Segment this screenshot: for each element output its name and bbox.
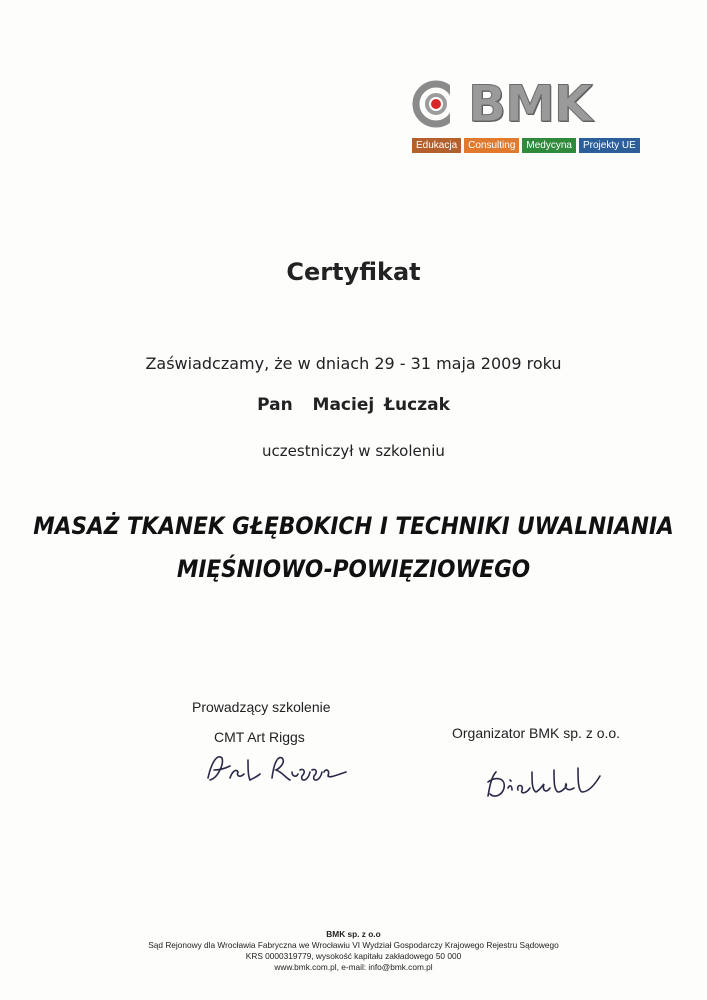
trainer-role-label: Prowadzący szkolenie — [192, 699, 331, 715]
bmk-logo-wordmark: BMK — [468, 75, 592, 133]
company-footer — [0, 929, 707, 973]
organizer-signature — [482, 762, 612, 802]
course-title-line-2: MIĘŚNIOWO-POWIĘZIOWEGO — [176, 555, 531, 583]
footer-contact: www.bmk.com.pl, e-mail: info@bmk.com.pl — [274, 962, 433, 972]
course-title-line-1: MASAŻ TKANEK GŁĘBOKICH I TECHNIKI UWALNIANIA — [33, 512, 674, 540]
organizer-role-label: Organizator BMK sp. z o.o. — [452, 725, 621, 741]
certification-statement: Zaświadczamy, że w dniach 29 - 31 maja 2009 roku — [145, 354, 562, 373]
participation-text: uczestniczył w szkoleniu — [262, 442, 445, 460]
logo-tag-consulting: Consulting — [464, 138, 519, 153]
logo-tag-medicine: Medycyna — [522, 138, 576, 153]
trainer-signature — [200, 748, 350, 788]
certificate-title: Certyfikat — [286, 258, 421, 286]
logo-tag-eu-projects: Projekty UE — [579, 138, 640, 153]
bmk-logo — [412, 74, 634, 160]
footer-krs-capital: KRS 0000319779, wysokość kapitału zakładowego 50 000 — [245, 951, 462, 961]
recipient-name: Pan Maciej Łuczak — [257, 395, 450, 415]
logo-tags — [412, 138, 640, 153]
trainer-name: CMT Art Riggs — [214, 729, 305, 745]
bmk-logo-mark-icon — [412, 78, 468, 130]
logo-tag-education: Edukacja — [412, 138, 461, 153]
footer-company-name: BMK sp. z o.o — [326, 929, 381, 939]
footer-court-registration: Sąd Rejonowy dla Wrocławia Fabryczna we Wrocławiu VI Wydział Gospodarczy Krajowego Rejestru Sądowego — [148, 940, 559, 950]
